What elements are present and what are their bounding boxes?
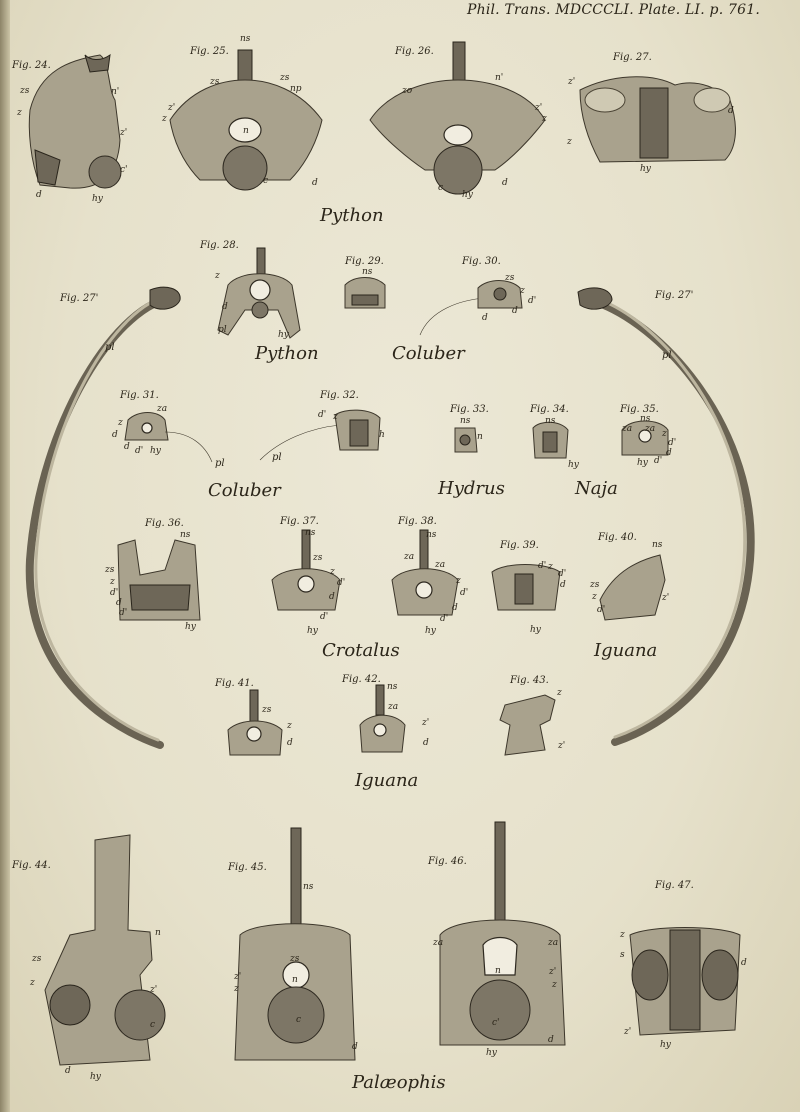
mark-zs: zs	[505, 273, 515, 283]
mark-z: z	[620, 930, 625, 940]
mark-hy: hy	[486, 1048, 497, 1058]
mark-d: d	[352, 1042, 358, 1052]
mark-za: za	[645, 424, 656, 434]
mark-za: za	[404, 552, 415, 562]
figure-label-38: Fig. 38.	[398, 516, 437, 527]
figure-label-31: Fig. 31.	[120, 390, 159, 401]
figure-40-vertebra	[600, 555, 665, 620]
figure-label-40: Fig. 40.	[598, 532, 637, 543]
mark-d-prime: d'	[119, 608, 128, 618]
mark-hy: hy	[530, 625, 541, 635]
mark-z: z	[110, 577, 115, 587]
mark-za: za	[388, 702, 399, 712]
mark-d-prime: d'	[668, 438, 677, 448]
mark-zs: zs	[210, 77, 220, 87]
mark-zs: zs	[262, 705, 272, 715]
caption-coluber-low: Coluber	[208, 480, 281, 501]
figure-30-vertebra	[420, 281, 522, 336]
mark-z-prime: z'	[234, 972, 242, 982]
mark-ns: ns	[180, 530, 191, 540]
mark-zs: zs	[20, 86, 30, 96]
mark-n-prime: n'	[495, 73, 504, 83]
mark-pl: pl	[215, 458, 225, 469]
mark-ns: ns	[240, 34, 251, 44]
mark-za: za	[548, 938, 559, 948]
caption-python-mid: Python	[255, 343, 319, 364]
caption-coluber-mid: Coluber	[392, 343, 465, 364]
mark-hy: hy	[150, 446, 161, 456]
mark-z: z	[287, 721, 292, 731]
mark-d: d	[548, 1035, 554, 1045]
mark-za: za	[622, 424, 633, 434]
mark-z-prime: z'	[568, 77, 576, 87]
mark-d-prime: d'	[337, 578, 346, 588]
mark-d: d	[502, 178, 508, 188]
mark-d: d	[312, 178, 318, 188]
mark-d-prime: d'	[528, 296, 537, 306]
figure-label-42: Fig. 42.	[342, 674, 381, 685]
mark-hy: hy	[637, 458, 648, 468]
figure-label-45: Fig. 45.	[228, 862, 267, 873]
mark-hy: hy	[185, 622, 196, 632]
figure-label-27-right: Fig. 27'	[655, 290, 694, 301]
figure-41-vertebra	[228, 690, 282, 755]
mark-za: za	[433, 938, 444, 948]
figure-label-39: Fig. 39.	[500, 540, 539, 551]
mark-z: z	[567, 137, 572, 147]
mark-d-prime: d'	[110, 588, 119, 598]
mark-d: d	[482, 313, 488, 323]
mark-d: d	[112, 430, 118, 440]
mark-hy: hy	[568, 460, 579, 470]
mark-zs: zs	[280, 73, 290, 83]
mark-z: z	[333, 412, 338, 422]
mark-d: d	[560, 580, 566, 590]
caption-palaeophis: Palæophis	[352, 1072, 446, 1093]
mark-z: z	[548, 562, 553, 572]
figure-24-vertebra	[29, 55, 121, 188]
mark-d-prime: d'	[460, 588, 469, 598]
mark-z-prime: z'	[150, 985, 158, 995]
mark-zs: zs	[590, 580, 600, 590]
figure-44-vertebra	[45, 835, 165, 1065]
figure-label-33: Fig. 33.	[450, 404, 489, 415]
figure-label-46: Fig. 46.	[428, 856, 467, 867]
figure-29-vertebra	[345, 278, 385, 309]
figure-42-vertebra	[360, 685, 405, 752]
mark-ns: ns	[545, 416, 556, 426]
mark-hy: hy	[90, 1072, 101, 1082]
mark-d: d	[741, 958, 747, 968]
mark-z-prime: z'	[535, 103, 543, 113]
mark-z: z	[456, 576, 461, 586]
mark-d-prime: d'	[440, 614, 449, 624]
figure-label-36: Fig. 36.	[145, 518, 184, 529]
figure-36-vertebra	[118, 540, 200, 620]
mark-hy: hy	[425, 626, 436, 636]
figure-label-37: Fig. 37.	[280, 516, 319, 527]
figure-label-44: Fig. 44.	[12, 860, 51, 871]
figure-47-vertebra	[630, 928, 740, 1036]
mark-d: d	[222, 302, 228, 312]
mark-d: d	[124, 442, 130, 452]
mark-d-prime: d'	[538, 561, 547, 571]
mark-d: d	[65, 1066, 71, 1076]
mark-d-prime: d'	[597, 605, 606, 615]
figure-label-25: Fig. 25.	[190, 46, 229, 57]
mark-z: z	[162, 114, 167, 124]
mark-z-prime: z'	[558, 741, 566, 751]
mark-d-prime: d'	[558, 569, 567, 579]
mark-c: c	[296, 1015, 302, 1025]
mark-z: z	[592, 592, 597, 602]
mark-z-prime: z'	[422, 718, 430, 728]
figure-label-34: Fig. 34.	[530, 404, 569, 415]
mark-hy: hy	[640, 164, 651, 174]
figure-label-27: Fig. 27.	[613, 52, 652, 63]
mark-hy: hy	[660, 1040, 671, 1050]
figure-26-vertebra	[370, 42, 545, 194]
mark-n: n	[495, 966, 501, 976]
mark-d-prime: d'	[318, 410, 327, 420]
mark-np: np	[290, 84, 302, 94]
caption-naja: Naja	[575, 478, 618, 499]
figure-label-35: Fig. 35.	[620, 404, 659, 415]
mark-pl: pl	[218, 325, 227, 335]
mark-c: c	[150, 1020, 156, 1030]
mark-c: c	[263, 176, 269, 186]
mark-s: s	[620, 950, 625, 960]
mark-d: d	[116, 598, 122, 608]
figure-label-29: Fig. 29.	[345, 256, 384, 267]
mark-z: z	[330, 567, 335, 577]
mark-hy: hy	[462, 190, 473, 200]
figure-38-vertebra	[392, 530, 458, 615]
mark-ns: ns	[460, 416, 471, 426]
mark-d: d	[287, 738, 293, 748]
mark-hy: hy	[92, 194, 103, 204]
mark-z-prime: z'	[120, 128, 128, 138]
mark-pl: pl	[662, 350, 672, 361]
mark-z: z	[30, 978, 35, 988]
figure-label-28: Fig. 28.	[200, 240, 239, 251]
figure-25-vertebra	[170, 50, 322, 190]
figure-label-26: Fig. 26.	[395, 46, 434, 57]
mark-n-prime: n'	[111, 87, 120, 97]
mark-hy: hy	[307, 626, 318, 636]
figure-34-vertebra	[533, 422, 568, 458]
mark-z: z	[662, 429, 667, 439]
caption-python-top: Python	[320, 205, 384, 226]
mark-d: d	[452, 603, 458, 613]
mark-ns: ns	[362, 267, 373, 277]
figure-43-vertebra	[500, 695, 555, 755]
caption-crotalus: Crotalus	[322, 640, 400, 661]
mark-z: z	[118, 418, 123, 428]
mark-z: z	[520, 286, 525, 296]
mark-h: h	[379, 430, 385, 440]
figure-label-32: Fig. 32.	[320, 390, 359, 401]
mark-za: za	[435, 560, 446, 570]
mark-ns: ns	[426, 530, 437, 540]
mark-pl: pl	[105, 342, 115, 353]
mark-ns: ns	[387, 682, 398, 692]
mark-d: d	[423, 738, 429, 748]
caption-hydrus: Hydrus	[438, 478, 505, 499]
mark-n: n	[243, 126, 249, 136]
mark-z: z	[17, 108, 22, 118]
rib-left	[30, 287, 180, 745]
figure-33-vertebra	[455, 428, 477, 452]
mark-z: z	[215, 271, 220, 281]
mark-d: d	[512, 306, 518, 316]
mark-z-prime: z'	[549, 967, 557, 977]
mark-n: n	[155, 928, 161, 938]
mark-d: d	[329, 592, 335, 602]
figure-label-47: Fig. 47.	[655, 880, 694, 891]
mark-zo: zo	[402, 86, 413, 96]
mark-ns: ns	[640, 414, 651, 424]
mark-d-prime: d'	[135, 446, 144, 456]
mark-ns: ns	[305, 528, 316, 538]
mark-d: d	[36, 190, 42, 200]
mark-z: z	[552, 980, 557, 990]
mark-n: n	[477, 432, 483, 442]
plate-header: Phil. Trans. MDCCCLI. Plate. LI. p. 761.	[466, 2, 760, 18]
figure-label-30: Fig. 30.	[462, 256, 501, 267]
mark-z-prime: z'	[168, 103, 176, 113]
figure-label-24: Fig. 24.	[12, 60, 51, 71]
figure-28-vertebra	[218, 248, 300, 338]
mark-zs: zs	[290, 954, 300, 964]
mark-hy: hy	[278, 330, 289, 340]
mark-n: n	[292, 975, 298, 985]
mark-c-prime: c'	[492, 1018, 500, 1028]
figure-label-27-left: Fig. 27'	[60, 293, 99, 304]
mark-z-prime: z'	[624, 1027, 632, 1037]
mark-zs: zs	[313, 553, 323, 563]
mark-z: z	[542, 114, 547, 124]
mark-z: z	[234, 984, 239, 994]
mark-zs: zs	[32, 954, 42, 964]
caption-iguana-center: Iguana	[355, 770, 419, 791]
mark-z: z	[557, 688, 562, 698]
mark-c: c	[438, 183, 444, 193]
mark-zs: zs	[105, 565, 115, 575]
figure-27-vertebra	[580, 77, 735, 162]
mark-ns: ns	[303, 882, 314, 892]
mark-za: za	[157, 404, 168, 414]
mark-d: d	[666, 448, 672, 458]
mark-pl: pl	[272, 452, 282, 463]
mark-d-prime: d'	[654, 456, 663, 466]
mark-ns: ns	[652, 540, 663, 550]
figure-label-41: Fig. 41.	[215, 678, 254, 689]
caption-iguana-right: Iguana	[594, 640, 658, 661]
mark-d-prime: d'	[320, 612, 329, 622]
figure-label-43: Fig. 43.	[510, 675, 549, 686]
mark-d: d	[728, 106, 734, 116]
mark-z-prime: z'	[662, 593, 670, 603]
mark-c-prime: c'	[120, 165, 128, 175]
